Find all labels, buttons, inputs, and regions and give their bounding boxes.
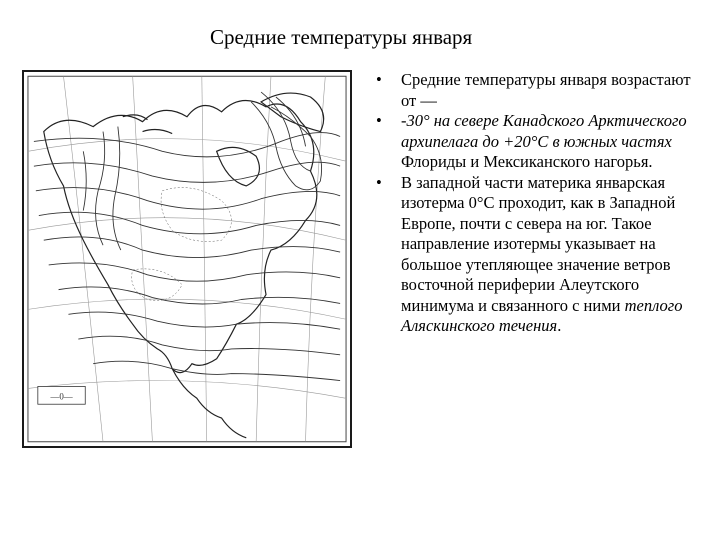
bullet-text: Средние температуры января возрастают от —: [401, 70, 691, 110]
isotherm-map: [22, 70, 352, 448]
bullet-item: [368, 173, 698, 337]
coastline: [44, 93, 324, 438]
bullet-list: [368, 70, 698, 337]
bullet-text: Флориды и Мексиканского нагорья.: [401, 152, 653, 171]
dotted-region: [132, 188, 232, 301]
bullet-italic-text: -30° на севере Канадского Арктического архипелага до +20°С в южных частях: [401, 111, 687, 151]
bullet-italic-text: теплого Аляскинского течения: [401, 295, 683, 335]
map-legend-label: —0—: [50, 391, 73, 402]
bullet-item: [368, 70, 698, 111]
isotherm-map-graphic: [24, 72, 350, 446]
map-legend: [38, 386, 85, 404]
bullet-text: .: [557, 316, 562, 335]
bullet-text: В западной части материка январская изотерма 0°С проходит, как в Западной Европе, почти с севера на юг. Такое направление изотермы указывает на большое утепляющее значение ветров восточной периферии Алеутского минимума и связанного с ними: [401, 172, 676, 315]
bullet-item: [368, 111, 698, 173]
slide-title: Средние температуры января: [210, 25, 473, 49]
